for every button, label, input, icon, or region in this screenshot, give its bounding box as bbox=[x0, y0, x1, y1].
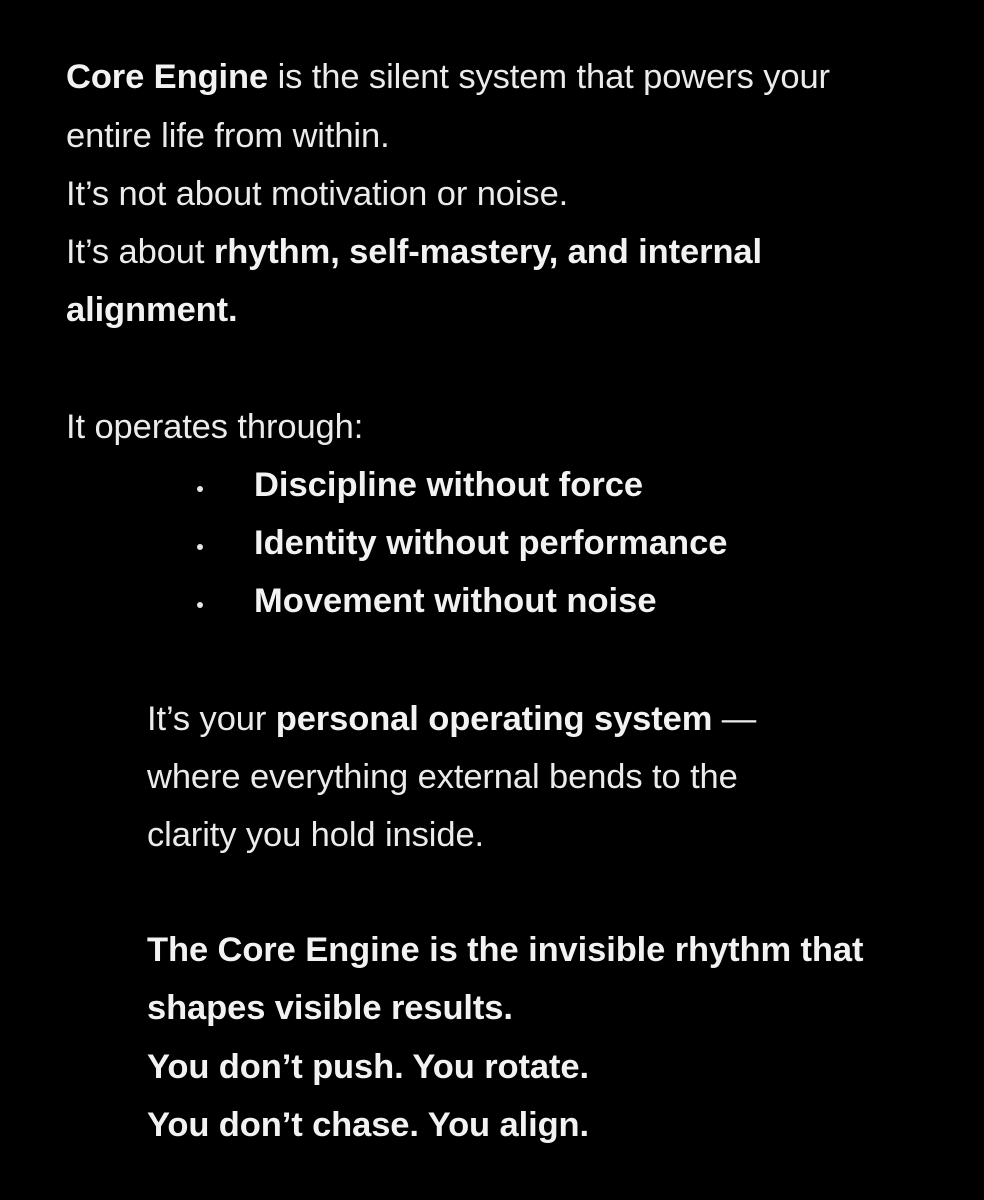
personal-line-3: clarity you hold inside. bbox=[147, 816, 485, 854]
intro-line-4 bbox=[66, 223, 762, 281]
core-engine-term: Core Engine bbox=[66, 58, 269, 96]
intro-line-5: alignment. bbox=[66, 291, 238, 329]
closing-line-1: The Core Engine is the invisible rhythm that bbox=[147, 931, 864, 969]
bullet-dot-icon bbox=[197, 602, 203, 608]
intro-line-4-emphasis: rhythm, self-mastery, and internal bbox=[213, 233, 762, 271]
personal-line-1-emphasis: personal operating system bbox=[275, 700, 713, 738]
closing-line-2: shapes visible results. bbox=[147, 989, 513, 1027]
bullet-text: Discipline without force bbox=[254, 466, 644, 504]
intro-line-1-text: is the silent system that powers your bbox=[268, 58, 830, 96]
intro-line-4-prefix: It’s about bbox=[66, 233, 214, 271]
personal-line-1-suffix: — bbox=[712, 700, 757, 738]
bullet-dot-icon bbox=[197, 486, 203, 492]
bullet-text: Movement without noise bbox=[254, 582, 657, 620]
personal-line-1 bbox=[147, 690, 756, 748]
bullet-text: Identity without performance bbox=[254, 524, 728, 562]
closing-line-4: You don’t chase. You align. bbox=[147, 1106, 590, 1144]
intro-line-3: It’s not about motivation or noise. bbox=[66, 175, 569, 213]
personal-line-2: where everything external bends to the bbox=[147, 758, 738, 796]
closing-line-3: You don’t push. You rotate. bbox=[147, 1048, 589, 1086]
personal-line-1-prefix: It’s your bbox=[147, 700, 276, 738]
intro-line-1 bbox=[66, 48, 830, 106]
intro-line-2: entire life from within. bbox=[66, 117, 390, 155]
bullet-dot-icon bbox=[197, 544, 203, 550]
operates-heading: It operates through: bbox=[66, 408, 364, 446]
